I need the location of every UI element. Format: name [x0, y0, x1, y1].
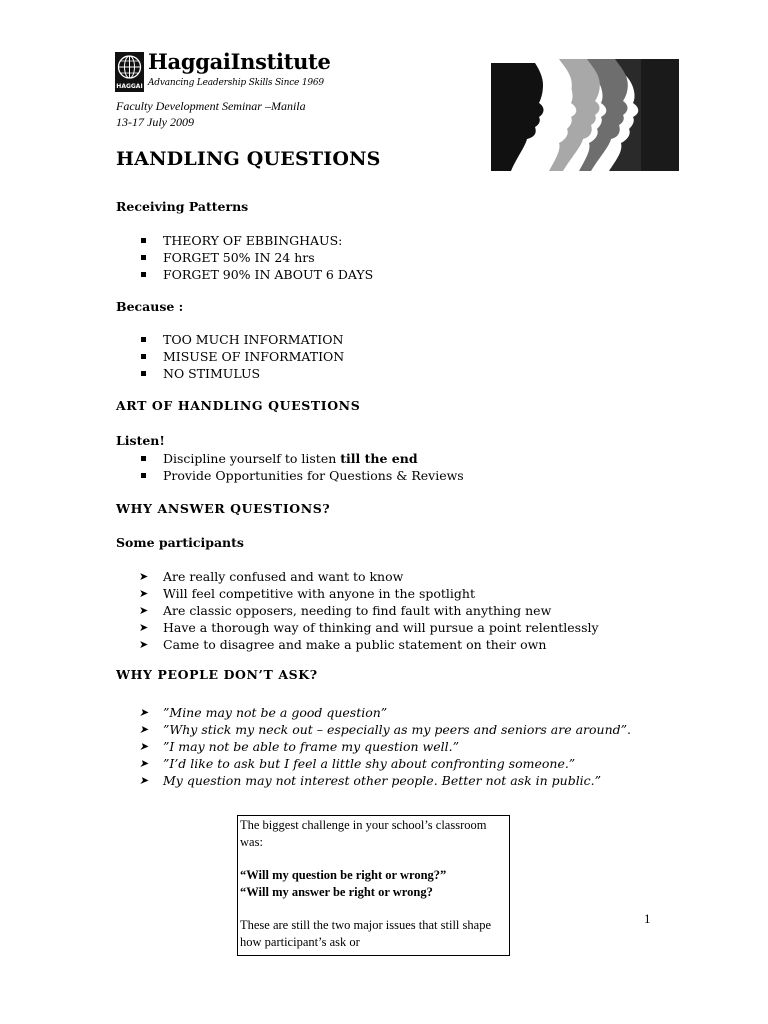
why-not-ask-list [140, 704, 631, 789]
listen-list [140, 450, 464, 484]
haggai-logo [115, 49, 375, 98]
list-item-emphasis: till the end [340, 451, 418, 466]
challenge-callout-box [237, 815, 510, 956]
listen-heading: Listen! [116, 433, 165, 448]
some-participants-heading: Some participants [116, 535, 244, 550]
globe-icon [115, 52, 144, 92]
why-not-ask-heading: WHY PEOPLE DON’T ASK? [116, 667, 318, 682]
list-item: ➤ ”I’d like to ask but I feel a little shy about confronting someone.” [140, 755, 631, 772]
list-item [140, 450, 464, 467]
silhouette-heads-image [491, 59, 679, 171]
list-item: TOO MUCH INFORMATION [140, 331, 344, 348]
list-item: ➤ Are really confused and want to know [140, 568, 599, 585]
receiving-patterns-list [140, 232, 373, 283]
list-item: ➤ ”Why stick my neck out – especially as my peers and seniors are around”. [140, 721, 631, 738]
list-item: ➤ ”I may not be able to frame my question well.” [140, 738, 631, 755]
list-item: ➤ Came to disagree and make a public statement on their own [140, 636, 599, 653]
callout-conclusion: These are still the two major issues that still shape how participant’s ask or [240, 918, 491, 949]
seminar-info [116, 98, 306, 130]
list-item-text: Discipline yourself to listen [163, 451, 341, 466]
list-item: FORGET 50% IN 24 hrs [140, 249, 373, 266]
logo-badge-text: HAGGAI [116, 83, 143, 90]
page-title: HANDLING QUESTIONS [116, 148, 381, 170]
callout-question-1: “Will my question be right or wrong?” [240, 868, 447, 882]
callout-intro: The biggest challenge in your school’s classroom was: [240, 818, 487, 849]
list-item: ➤ Will feel competitive with anyone in the spotlight [140, 585, 599, 602]
list-item: ➤ My question may not interest other people. Better not ask in public.” [140, 772, 631, 789]
page-number: 1 [644, 911, 651, 926]
list-item: ➤ ”Mine may not be a good question” [140, 704, 631, 721]
list-item: ➤ Are classic opposers, needing to find fault with anything new [140, 602, 599, 619]
receiving-patterns-heading: Receiving Patterns [116, 199, 249, 214]
seminar-name: Faculty Development Seminar –Manila [116, 99, 306, 113]
list-item: Provide Opportunities for Questions & Reviews [140, 467, 464, 484]
why-answer-heading: WHY ANSWER QUESTIONS? [116, 501, 331, 516]
logo-name: HaggaiInstitute [148, 49, 331, 74]
logo-tagline: Advancing Leadership Skills Since 1969 [148, 78, 324, 88]
because-list [140, 331, 344, 382]
list-item: ➤ Have a thorough way of thinking and will pursue a point relentlessly [140, 619, 599, 636]
seminar-dates: 13-17 July 2009 [116, 115, 194, 129]
art-heading: ART OF HANDLING QUESTIONS [116, 398, 361, 413]
list-item: THEORY OF EBBINGHAUS: [140, 232, 373, 249]
list-item: MISUSE OF INFORMATION [140, 348, 344, 365]
because-heading: Because : [116, 299, 184, 314]
list-item: NO STIMULUS [140, 365, 344, 382]
list-item: FORGET 90% IN ABOUT 6 DAYS [140, 266, 373, 283]
callout-question-2: “Will my answer be right or wrong? [240, 885, 433, 899]
why-answer-list [140, 568, 599, 653]
